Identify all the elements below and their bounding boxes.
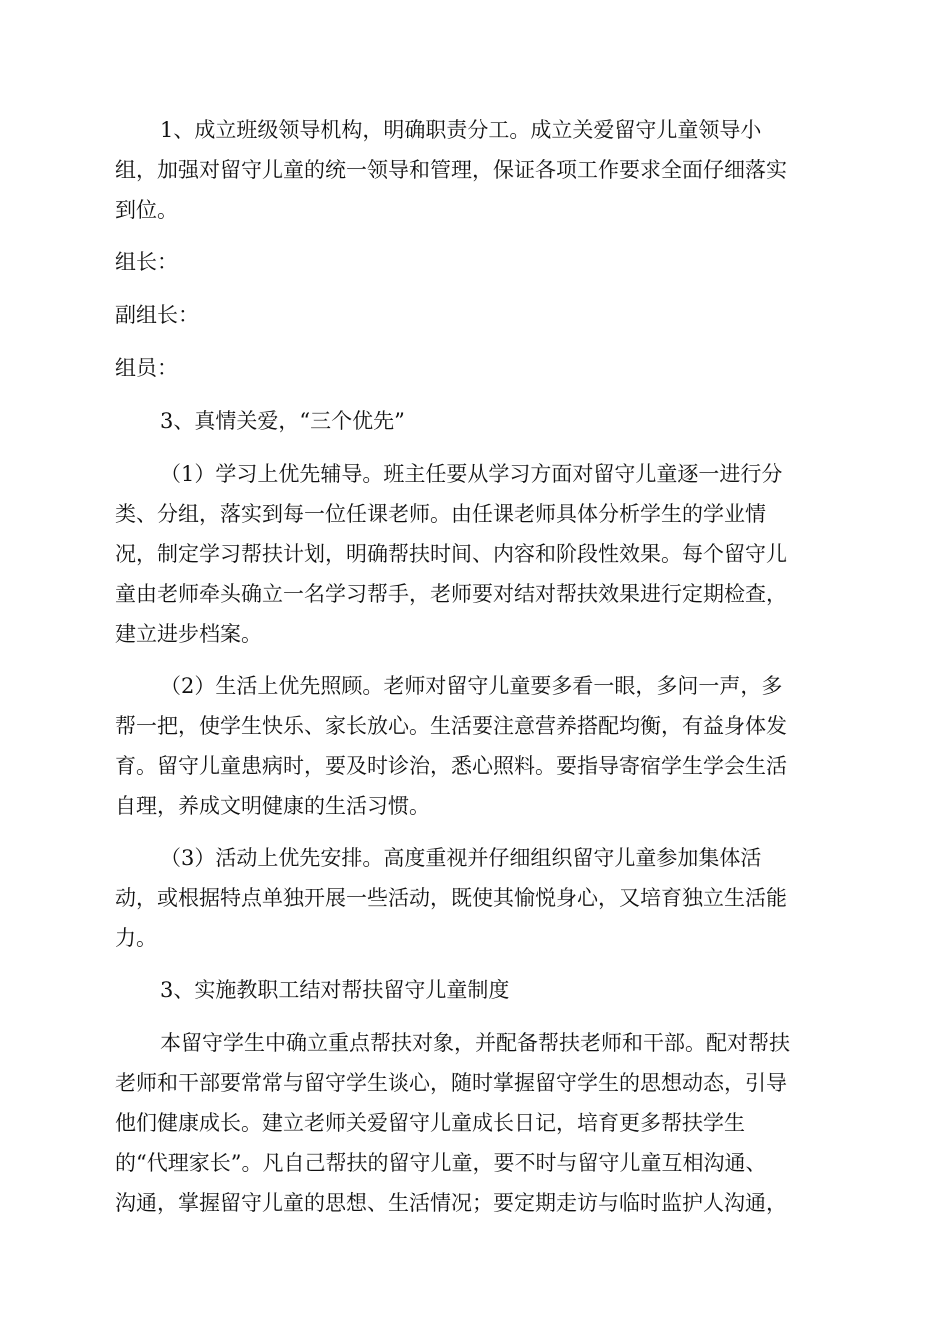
- text-line: 帮一把，使学生快乐、家长放心。生活要注意营养搭配均衡，有益身体发: [115, 714, 787, 738]
- text-line: 本留守学生中确立重点帮扶对象，并配备帮扶老师和干部。配对帮扶: [160, 1031, 790, 1055]
- section-heading: 3、实施教职工结对帮扶留守儿童制度: [160, 978, 510, 1002]
- text-line: 组，加强对留守儿童的统一领导和管理，保证各项工作要求全面仔细落实: [115, 158, 787, 182]
- text-line: （2）生活上优先照顾。老师对留守儿童要多看一眼，多问一声，多: [160, 674, 783, 698]
- text-line: 自理，养成文明健康的生活习惯。: [115, 794, 430, 818]
- text-line: 动，或根据特点单独开展一些活动，既使其愉悦身心，又培育独立生活能: [115, 886, 787, 910]
- text-line: 类、分组，落实到每一位任课老师。由任课老师具体分析学生的学业情: [115, 502, 766, 526]
- text-line: 童由老师牵头确立一名学习帮手，老师要对结对帮扶效果进行定期检查，: [115, 582, 787, 606]
- text-line: 沟通，掌握留守儿童的思想、生活情况；要定期走访与临时监护人沟通，: [115, 1191, 787, 1215]
- text-line: 他们健康成长。建立老师关爱留守儿童成长日记，培育更多帮扶学生: [115, 1111, 745, 1135]
- text-line: 育。留守儿童患病时，要及时诊治，悉心照料。要指导寄宿学生学会生活: [115, 754, 787, 778]
- text-line: 况，制定学习帮扶计划，明确帮扶时间、内容和阶段性效果。每个留守儿: [115, 542, 787, 566]
- text-line: 老师和干部要常常与留守学生谈心，随时掌握留守学生的思想动态，引导: [115, 1071, 787, 1095]
- text-line: 组长：: [115, 250, 178, 274]
- text-line: 力。: [115, 926, 157, 950]
- section-heading: 3、真情关爱，“三个优先”: [160, 409, 405, 433]
- text-line: 副组长：: [115, 303, 199, 327]
- text-line: （3）活动上优先安排。高度重视并仔细组织留守儿童参加集体活: [160, 846, 762, 870]
- text-line: 到位。: [115, 198, 178, 222]
- text-line: 的“代理家长”。凡自己帮扶的留守儿童，要不时与留守儿童互相沟通、: [115, 1151, 767, 1175]
- text-line: 1、成立班级领导机构，明确职责分工。成立关爱留守儿童领导小: [160, 118, 762, 142]
- text-line: 组员：: [115, 356, 178, 380]
- text-line: （1）学习上优先辅导。班主任要从学习方面对留守儿童逐一进行分: [160, 462, 783, 486]
- text-line: 建立进步档案。: [115, 622, 262, 646]
